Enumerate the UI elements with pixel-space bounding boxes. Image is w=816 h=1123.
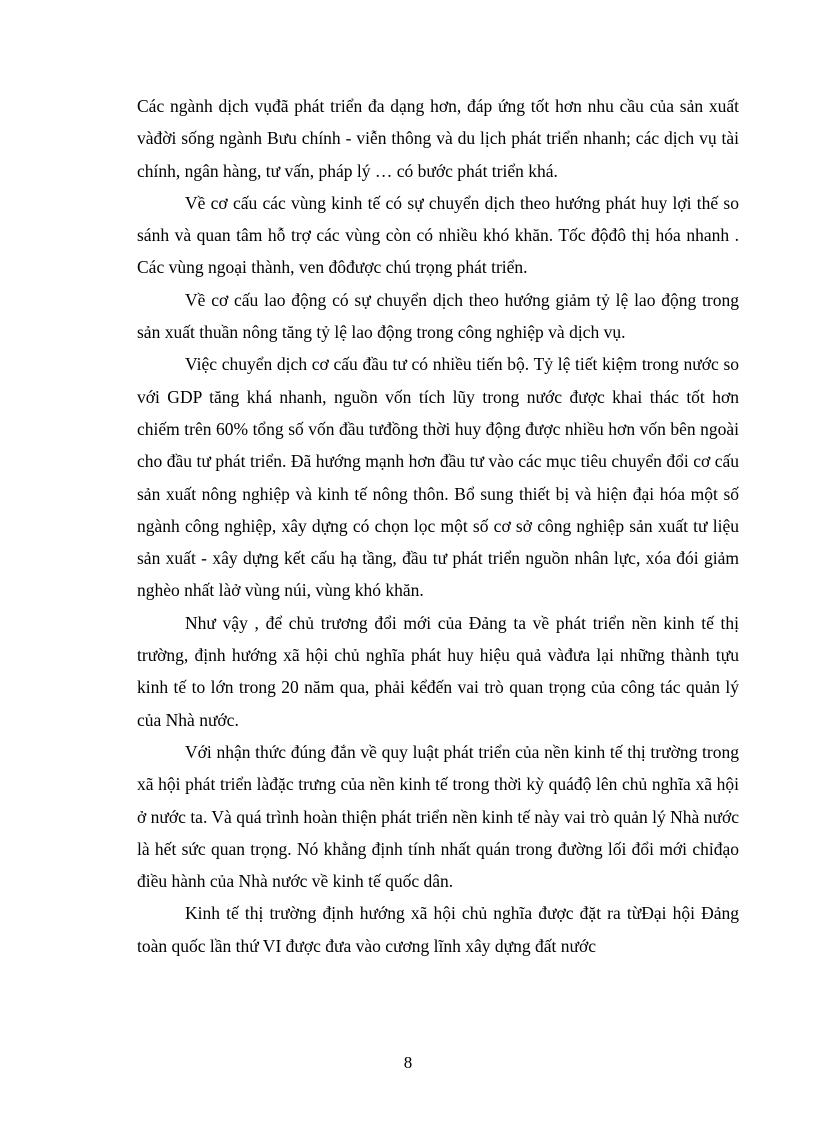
paragraph-summary: Như vậy , để chủ trương đổi mới của Đảng ta về phát triển nền kinh tế thị trường, định hướng xã hội chủ nghĩa phát huy hiệu quả vàđưa lại những thành tựu kinh tế to lớn trong 20 năm qua, phải kểđến vai trò quan trọng của công tác quản lý của Nhà nước. [137,612,739,730]
paragraph-regions: Về cơ cấu các vùng kinh tế có sự chuyển dịch theo hướng phát huy lợi thế so sánh và quan tâm hỗ trợ các vùng còn có nhiều khó khăn. Tốc độđô thị hóa nhanh . Các vùng ngoại thành, ven đôđược chú trọng phát triển. [137,192,739,278]
page-number: 8 [403,1053,413,1072]
paragraph-awareness: Với nhận thức đúng đắn về quy luật phát triển của nền kinh tế thị trường trong xã hội phát triển làđặc trưng của nền kinh tế trong thời kỳ quáđộ lên chủ nghĩa xã hội ở nước ta. Và quá trình hoàn thiện phát triển nền kinh tế này vai trò quản lý Nhà nước là hết sức quan trọng. Nó khẳng định tính nhất quán trong đường lối đổi mới chỉđạo điều hành của Nhà nước về kinh tế quốc dân. [137,741,739,892]
paragraph-investment: Việc chuyển dịch cơ cấu đầu tư có nhiều tiến bộ. Tỷ lệ tiết kiệm trong nước so với GDP tăng khá nhanh, nguồn vốn tích lũy trong nước được khai thác tốt hơn chiếm trên 60% tổng số vốn đầu tưđồng thời huy động được nhiều hơn vốn bên ngoài cho đầu tư phát triển. Đã hướng mạnh hơn đầu tư vào các mục tiêu chuyển đổi cơ cấu sản xuất nông nghiệp và kinh tế nông thôn. Bổ sung thiết bị và hiện đại hóa một số ngành công nghiệp, xây dựng có chọn lọc một số cơ sở công nghiệp sản xuất tư liệu sản xuất - xây dựng kết cấu hạ tầng, đầu tư phát triển nguồn nhân lực, xóa đói giảm nghèo nhất làở vùng núi, vùng khó khăn. [137,354,739,601]
paragraph-market-economy: Kinh tế thị trường định hướng xã hội chủ nghĩa được đặt ra từĐại hội Đảng toàn quốc lần thứ VI được đưa vào cương lĩnh xây dựng đất nước [137,903,739,956]
body-text [137,90,739,962]
paragraph-services: Các ngành dịch vụđã phát triển đa dạng hơn, đáp ứng tốt hơn nhu cầu của sản xuất vàđời sống ngành Bưu chính - viễn thông và du lịch phát triển nhanh; các dịch vụ tài chính, ngân hàng, tư vấn, pháp lý … có bước phát triển khá. [137,96,739,181]
paragraph-labor: Về cơ cấu lao động có sự chuyển dịch theo hướng giảm tỷ lệ lao động trong sản xuất thuần nông tăng tỷ lệ lao động trong công nghiệp và dịch vụ. [137,289,739,343]
